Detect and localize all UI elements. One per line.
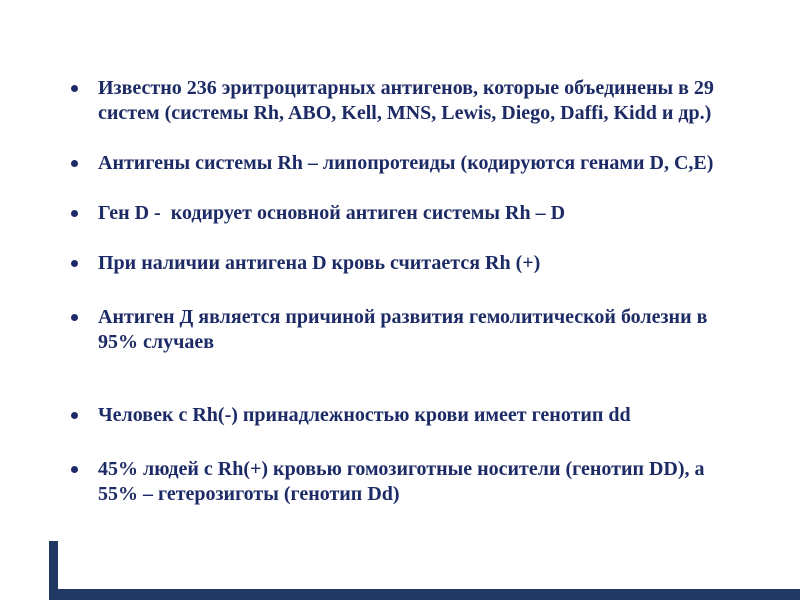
bottom-accent-bar [58,589,800,600]
bullet-item-hemolytic-disease: Антиген Д является причиной развития гемолитической болезни в 95% случаев [70,305,744,355]
bullet-item-gene-d: Ген D - кодирует основной антиген системы Rh – D [70,201,744,226]
bullet-item-genotype-dd: Человек с Rh(-) принадлежностью крови имеет генотип dd [70,403,744,428]
left-accent-bar [49,541,58,600]
bullet-item-rh-positive: При наличии антигена D кровь считается Rh (+) [70,251,744,276]
bullet-list [70,76,744,507]
bullet-item-antigens-count: Известно 236 эритроцитарных антигенов, которые объединены в 29 систем (системы Rh, ABO, Kell, MNS, Lewis, Diego, Daffi, Kidd и др.) [70,76,744,126]
bullet-item-homozygous-heterozygous: 45% людей с Rh(+) кровью гомозиготные носители (генотип DD), а 55% – гетерозиготы (генотип Dd) [70,457,744,507]
bullet-item-rh-lipoproteins: Антигены системы Rh – липопротеиды (кодируются генами D, С,Е) [70,151,744,176]
